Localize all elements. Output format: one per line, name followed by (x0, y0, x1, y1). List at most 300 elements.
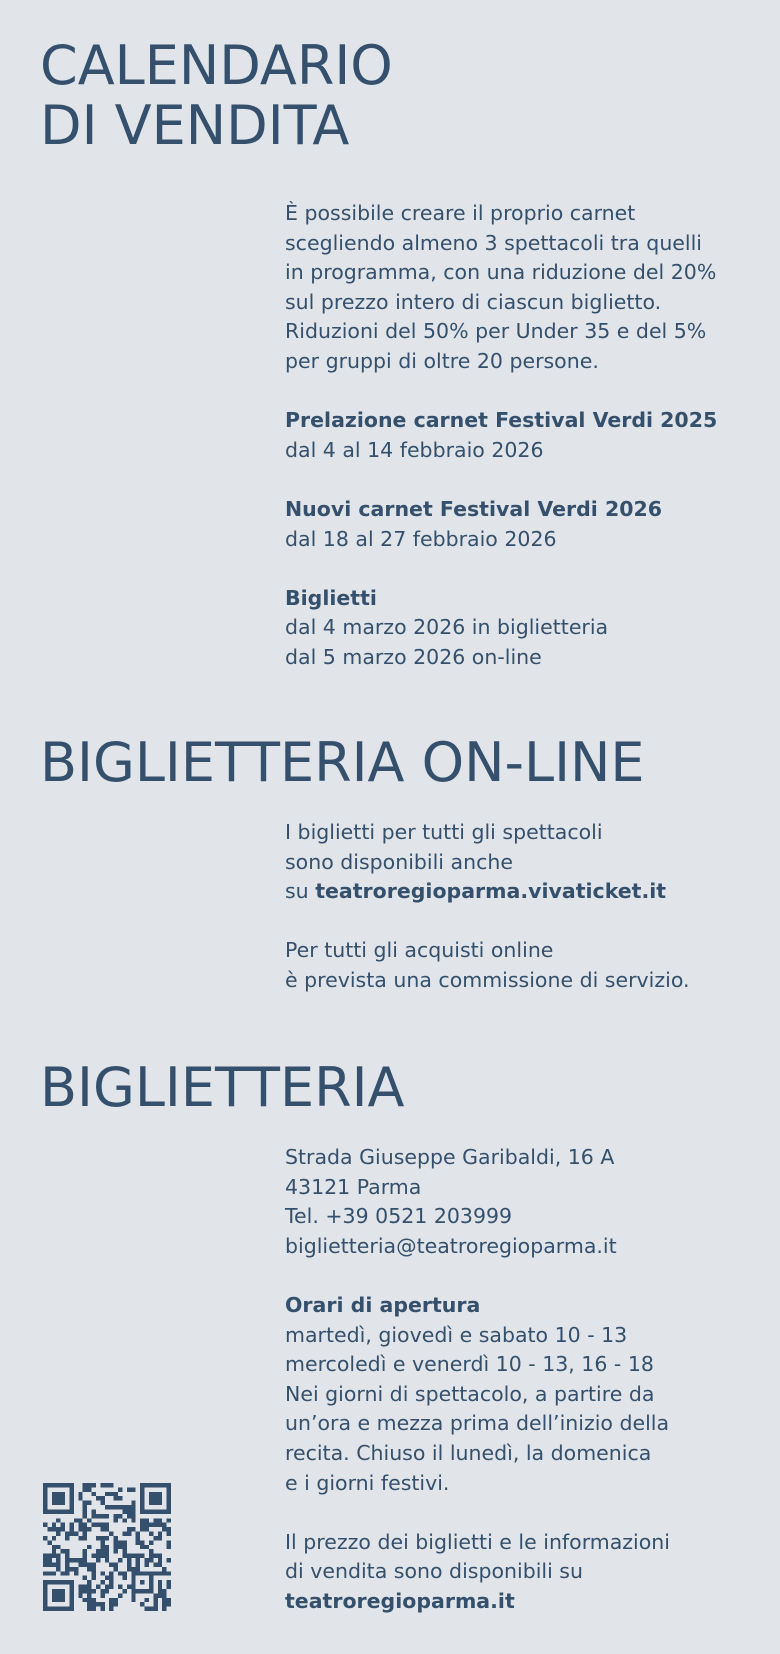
qr-module (47, 1558, 51, 1562)
qr-module (140, 1602, 144, 1606)
qr-module (127, 1509, 131, 1513)
qr-module (127, 1567, 131, 1571)
qr-module (158, 1593, 162, 1597)
qr-module (145, 1527, 149, 1531)
qr-module (52, 1589, 56, 1593)
qr-module (43, 1523, 47, 1527)
qr-module (69, 1496, 73, 1500)
qr-module (52, 1571, 56, 1575)
qr-module (78, 1496, 82, 1500)
qr-module (145, 1545, 149, 1549)
qr-module (127, 1505, 131, 1509)
qr-module (162, 1567, 166, 1571)
qr-module (131, 1509, 135, 1513)
qr-module (153, 1496, 157, 1500)
orari-line: mercoledì e venerdì 10 - 13, 16 - 18 (285, 1352, 654, 1377)
qr-module (136, 1554, 140, 1558)
qr-module (167, 1571, 171, 1575)
qr-module (109, 1585, 113, 1589)
qr-module (43, 1562, 47, 1566)
qr-module (167, 1558, 171, 1562)
qr-module (140, 1501, 144, 1505)
qr-module (87, 1598, 91, 1602)
orari-line: Nei giorni di spettacolo, a partire da (285, 1381, 655, 1406)
qr-module (114, 1496, 118, 1500)
qr-module (145, 1562, 149, 1566)
qr-module (131, 1554, 135, 1558)
qr-module (109, 1562, 113, 1566)
qr-module (43, 1580, 47, 1584)
qr-module (96, 1514, 100, 1518)
qr-module (96, 1523, 100, 1527)
qr-module (69, 1509, 73, 1513)
intro-line: È possibile creare il proprio carnet (285, 201, 636, 225)
qr-module (131, 1514, 135, 1518)
qr-module (109, 1580, 113, 1584)
qr-module (136, 1558, 140, 1562)
qr-module (140, 1483, 144, 1487)
qr-module (149, 1523, 153, 1527)
qr-module (52, 1562, 56, 1566)
qr-module (140, 1496, 144, 1500)
qr-code-icon[interactable] (43, 1483, 171, 1611)
qr-module (131, 1571, 135, 1575)
qr-module (167, 1545, 171, 1549)
info-line: di vendita sono disponibili su (285, 1559, 583, 1584)
qr-module (100, 1514, 104, 1518)
qr-module (145, 1589, 149, 1593)
phone-number[interactable]: Tel. +39 0521 203999 (285, 1204, 513, 1229)
qr-module (162, 1607, 166, 1611)
qr-module (105, 1505, 109, 1509)
qr-module (65, 1558, 69, 1562)
qr-module (118, 1496, 122, 1500)
qr-module (167, 1505, 171, 1509)
qr-module (149, 1532, 153, 1536)
qr-module (145, 1483, 149, 1487)
qr-module (61, 1483, 65, 1487)
qr-module (105, 1585, 109, 1589)
qr-module (149, 1496, 153, 1500)
qr-module (87, 1562, 91, 1566)
qr-module (131, 1593, 135, 1597)
qr-module (43, 1558, 47, 1562)
qr-module (140, 1518, 144, 1522)
qr-module (96, 1602, 100, 1606)
qr-module (158, 1501, 162, 1505)
qr-module (87, 1580, 91, 1584)
qr-module (61, 1527, 65, 1531)
qr-module (100, 1602, 104, 1606)
qr-module (100, 1580, 104, 1584)
qr-module (167, 1518, 171, 1522)
qr-module (52, 1492, 56, 1496)
intro-line: in programma, con una riduzione del 20% (285, 260, 717, 285)
qr-module (52, 1545, 56, 1549)
qr-module (69, 1501, 73, 1505)
qr-module (43, 1536, 47, 1540)
qr-module (78, 1536, 82, 1540)
qr-module (127, 1558, 131, 1562)
orari-line: recita. Chiuso il lunedì, la domenica (285, 1440, 652, 1465)
qr-module (61, 1580, 65, 1584)
qr-module (118, 1514, 122, 1518)
qr-module (158, 1554, 162, 1558)
qr-module (158, 1492, 162, 1496)
qr-module (122, 1505, 126, 1509)
qr-module (69, 1492, 73, 1496)
qr-module (52, 1580, 56, 1584)
qr-module (145, 1509, 149, 1513)
qr-module (114, 1567, 118, 1571)
qr-module (56, 1518, 60, 1522)
qr-module (69, 1598, 73, 1602)
qr-module (92, 1571, 96, 1575)
qr-module (100, 1607, 104, 1611)
qr-module (43, 1509, 47, 1513)
qr-module (96, 1549, 100, 1553)
qr-module (105, 1576, 109, 1580)
qr-module (96, 1585, 100, 1589)
qr-module (122, 1545, 126, 1549)
qr-module (92, 1554, 96, 1558)
qr-module (100, 1527, 104, 1531)
qr-module (131, 1518, 135, 1522)
nuovi-carnet-dates: dal 18 al 27 febbraio 2026 (285, 526, 557, 551)
qr-module (114, 1492, 118, 1496)
qr-module (56, 1567, 60, 1571)
qr-module (92, 1514, 96, 1518)
qr-module (153, 1593, 157, 1597)
qr-module (109, 1532, 113, 1536)
qr-module (83, 1576, 87, 1580)
qr-module (149, 1580, 153, 1584)
qr-module (105, 1545, 109, 1549)
qr-module (140, 1589, 144, 1593)
qr-module (122, 1540, 126, 1544)
website-link[interactable]: teatroregioparma.it (285, 1588, 515, 1613)
online-link-line (285, 877, 755, 907)
qr-module (69, 1523, 73, 1527)
qr-module (92, 1589, 96, 1593)
qr-module (52, 1593, 56, 1597)
qr-module (131, 1589, 135, 1593)
qr-module (56, 1509, 60, 1513)
qr-module (100, 1554, 104, 1558)
qr-module (114, 1518, 118, 1522)
qr-module (136, 1536, 140, 1540)
qr-module (83, 1509, 87, 1513)
qr-module (158, 1532, 162, 1536)
qr-module (145, 1558, 149, 1562)
qr-module (65, 1549, 69, 1553)
biglietteria-body (285, 1143, 755, 1617)
biglietti-date-box-office: dal 4 marzo 2026 in biglietteria (285, 615, 609, 640)
qr-module (92, 1492, 96, 1496)
qr-module (105, 1558, 109, 1562)
qr-module (131, 1487, 135, 1491)
qr-module (69, 1505, 73, 1509)
qr-module (127, 1562, 131, 1566)
intro-line: per gruppi di oltre 20 persone. (285, 348, 599, 373)
qr-module (122, 1549, 126, 1553)
qr-module (167, 1598, 171, 1602)
qr-module (105, 1536, 109, 1540)
qr-module (83, 1514, 87, 1518)
qr-module (92, 1562, 96, 1566)
qr-module (127, 1532, 131, 1536)
orari-heading: Orari di apertura (285, 1292, 481, 1317)
qr-module (65, 1562, 69, 1566)
qr-module (56, 1598, 60, 1602)
qr-module (162, 1523, 166, 1527)
qr-module (122, 1554, 126, 1558)
info-line: Il prezzo dei biglietti e le informazioni (285, 1529, 670, 1554)
nuovi-carnet-heading: Nuovi carnet Festival Verdi 2026 (285, 496, 663, 521)
qr-module (61, 1571, 65, 1575)
qr-module (69, 1532, 73, 1536)
qr-module (162, 1571, 166, 1575)
qr-module (61, 1589, 65, 1593)
qr-module (114, 1505, 118, 1509)
qr-module (83, 1527, 87, 1531)
qr-module (100, 1593, 104, 1597)
qr-module (162, 1602, 166, 1606)
qr-module (52, 1527, 56, 1531)
qr-module (153, 1509, 157, 1513)
qr-module (100, 1545, 104, 1549)
qr-module (162, 1509, 166, 1513)
qr-module (127, 1514, 131, 1518)
qr-module (61, 1607, 65, 1611)
qr-module (114, 1540, 118, 1544)
qr-module (74, 1571, 78, 1575)
qr-module (56, 1532, 60, 1536)
online-link-prefix: su (285, 879, 316, 904)
qr-module (92, 1576, 96, 1580)
qr-module (83, 1589, 87, 1593)
qr-module (87, 1518, 91, 1522)
qr-module (158, 1536, 162, 1540)
qr-module (100, 1589, 104, 1593)
qr-module (92, 1567, 96, 1571)
qr-module (162, 1483, 166, 1487)
qr-module (83, 1487, 87, 1491)
qr-module (105, 1549, 109, 1553)
qr-module (47, 1540, 51, 1544)
qr-module (69, 1607, 73, 1611)
qr-module (87, 1487, 91, 1491)
qr-module (158, 1509, 162, 1513)
qr-module (78, 1518, 82, 1522)
qr-module (114, 1545, 118, 1549)
qr-module (140, 1505, 144, 1509)
qr-module (153, 1518, 157, 1522)
qr-module (56, 1545, 60, 1549)
qr-module (149, 1483, 153, 1487)
qr-module (145, 1571, 149, 1575)
qr-module (162, 1593, 166, 1597)
email-link[interactable]: biglietteria@teatroregioparma.it (285, 1233, 617, 1258)
qr-module (43, 1505, 47, 1509)
qr-module (69, 1567, 73, 1571)
calendario-body (285, 199, 755, 673)
qr-module (61, 1509, 65, 1513)
qr-module (56, 1554, 60, 1558)
qr-module (158, 1580, 162, 1584)
qr-module (167, 1509, 171, 1513)
qr-module (145, 1523, 149, 1527)
qr-module (69, 1558, 73, 1562)
qr-module (56, 1607, 60, 1611)
qr-module (83, 1483, 87, 1487)
qr-module (87, 1607, 91, 1611)
qr-module (96, 1554, 100, 1558)
qr-module (136, 1567, 140, 1571)
qr-module (56, 1562, 60, 1566)
qr-module (127, 1585, 131, 1589)
qr-module (167, 1487, 171, 1491)
online-body (285, 818, 755, 996)
qr-module (158, 1589, 162, 1593)
qr-module (131, 1567, 135, 1571)
qr-module (61, 1501, 65, 1505)
qr-module (158, 1558, 162, 1562)
qr-module (52, 1496, 56, 1500)
qr-module (92, 1523, 96, 1527)
qr-module (118, 1487, 122, 1491)
qr-module (167, 1532, 171, 1536)
qr-module (47, 1527, 51, 1531)
qr-module (167, 1483, 171, 1487)
qr-module (149, 1607, 153, 1611)
qr-module (43, 1589, 47, 1593)
qr-module (56, 1589, 60, 1593)
qr-module (43, 1492, 47, 1496)
qr-module (65, 1532, 69, 1536)
qr-module (167, 1501, 171, 1505)
qr-module (83, 1562, 87, 1566)
qr-module (43, 1598, 47, 1602)
qr-module (78, 1589, 82, 1593)
qr-module (78, 1593, 82, 1597)
qr-module (114, 1514, 118, 1518)
qr-module (140, 1487, 144, 1491)
qr-module (61, 1523, 65, 1527)
qr-module (167, 1540, 171, 1544)
qr-module (69, 1602, 73, 1606)
qr-module (162, 1527, 166, 1531)
qr-module (109, 1598, 113, 1602)
qr-module (140, 1492, 144, 1496)
qr-module (65, 1571, 69, 1575)
qr-module (47, 1607, 51, 1611)
qr-module (56, 1496, 60, 1500)
qr-module (131, 1527, 135, 1531)
qr-module (61, 1492, 65, 1496)
vivaticket-link[interactable]: teatroregioparma.vivaticket.it (315, 879, 667, 904)
qr-module (43, 1602, 47, 1606)
qr-module (43, 1496, 47, 1500)
qr-module (100, 1523, 104, 1527)
qr-module (167, 1527, 171, 1531)
qr-module (131, 1580, 135, 1584)
qr-module (136, 1532, 140, 1536)
qr-module (149, 1540, 153, 1544)
qr-module (92, 1602, 96, 1606)
qr-module (100, 1483, 104, 1487)
qr-module (167, 1602, 171, 1606)
qr-module (153, 1598, 157, 1602)
qr-module (158, 1562, 162, 1566)
qr-module (69, 1580, 73, 1584)
address-street: Strada Giuseppe Garibaldi, 16 A (285, 1145, 615, 1169)
qr-module (158, 1518, 162, 1522)
qr-module (100, 1496, 104, 1500)
qr-module (122, 1532, 126, 1536)
qr-module (100, 1571, 104, 1575)
qr-module (114, 1536, 118, 1540)
qr-module (78, 1585, 82, 1589)
qr-module (149, 1558, 153, 1562)
qr-module (52, 1509, 56, 1513)
qr-module (153, 1536, 157, 1540)
calendario-title-line2: DI VENDITA (40, 94, 350, 157)
qr-module (109, 1492, 113, 1496)
qr-module (105, 1483, 109, 1487)
biglietteria-title (40, 1058, 404, 1118)
qr-module (153, 1492, 157, 1496)
qr-module (43, 1607, 47, 1611)
qr-module (52, 1523, 56, 1527)
qr-module (127, 1554, 131, 1558)
qr-module (74, 1532, 78, 1536)
qr-module (69, 1487, 73, 1491)
qr-module (100, 1501, 104, 1505)
qr-module (122, 1518, 126, 1522)
qr-module (87, 1501, 91, 1505)
qr-module (74, 1558, 78, 1562)
qr-module (114, 1562, 118, 1566)
qr-module (61, 1549, 65, 1553)
qr-module (109, 1571, 113, 1575)
qr-module (56, 1580, 60, 1584)
address-city: 43121 Parma (285, 1174, 422, 1199)
qr-module (65, 1536, 69, 1540)
qr-module (61, 1496, 65, 1500)
orari-line: e i giorni festivi. (285, 1470, 450, 1495)
online-line: sono disponibili anche (285, 849, 513, 874)
qr-module (153, 1523, 157, 1527)
qr-module (127, 1527, 131, 1531)
qr-module (92, 1509, 96, 1513)
qr-module (131, 1576, 135, 1580)
qr-module (162, 1589, 166, 1593)
qr-module (74, 1567, 78, 1571)
qr-module (83, 1585, 87, 1589)
qr-module (167, 1492, 171, 1496)
qr-module (140, 1523, 144, 1527)
qr-module (78, 1523, 82, 1527)
qr-module (52, 1598, 56, 1602)
qr-module (52, 1549, 56, 1553)
qr-module (118, 1545, 122, 1549)
qr-module (47, 1483, 51, 1487)
qr-module (43, 1585, 47, 1589)
qr-module (78, 1527, 82, 1531)
qr-module (100, 1536, 104, 1540)
qr-module (65, 1607, 69, 1611)
